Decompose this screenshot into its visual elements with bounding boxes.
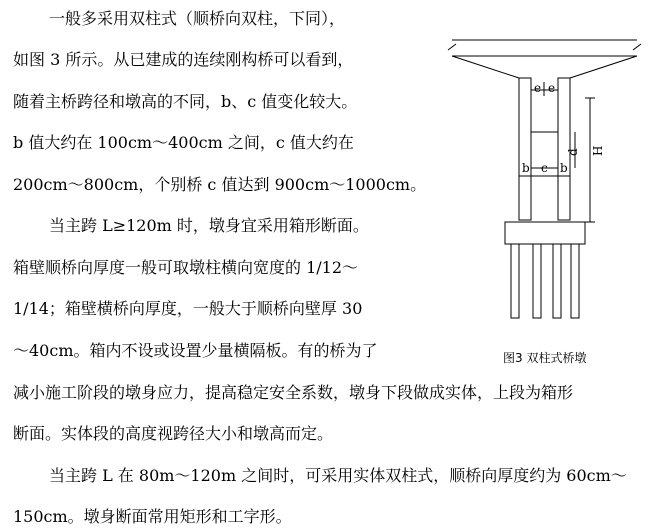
text-line: 一般多采用双柱式（顺桥向双柱，下同）， (49, 9, 346, 28)
break-marks (448, 44, 641, 50)
label-b-left: b (522, 161, 530, 175)
label-H: H (591, 145, 605, 156)
text-line: 箱壁顺桥向厚度一般可取墩柱横向宽度的 1/12～ (13, 258, 359, 277)
haunch (452, 56, 637, 78)
text-line: 如图 3 所示。从已建成的连续刚构桥可以看到， (13, 50, 354, 69)
pier-column-left (519, 78, 531, 220)
text-line: 200cm～800cm，个别桥 c 值达到 900cm～1000cm。 (13, 175, 427, 194)
text-line: 150cm。墩身断面常用矩形和工字形。 (13, 507, 292, 526)
text-line: b 值大约在 100cm～400cm 之间，c 值大约在 (13, 133, 354, 152)
pile (533, 244, 541, 318)
text-line: 减小施工阶段的墩身应力，提高稳定安全系数，墩身下段做成实体，上段为箱形 (13, 383, 574, 402)
label-e-right: e (548, 81, 556, 95)
pier-inner-faces (531, 78, 558, 220)
label-e-left: e (534, 81, 542, 95)
text-line: 1/14；箱壁横桥向厚度，一般大于顺桥向壁厚 30 (13, 299, 363, 318)
figure-caption: 图3 双柱式桥墩 (503, 351, 587, 365)
pile (511, 244, 519, 318)
label-b-right: b (560, 161, 568, 175)
text-line: 随着主桥跨径和墩高的不同，b、c 值变化较大。 (13, 92, 358, 111)
dim-H (585, 98, 595, 222)
text-line: 断面。实体段的高度视跨径大小和墩高而定。 (13, 424, 334, 443)
label-d: d (566, 148, 580, 156)
pile (553, 244, 561, 318)
text-line: 当主跨 L 在 80m～120m 之间时，可采用实体双柱式，顺桥向厚度约为 60cm～ (49, 466, 627, 485)
pile-cap (505, 222, 585, 244)
text-line: 当主跨 L≥120m 时，墩身宜采用箱形断面。 (49, 216, 369, 235)
label-c: c (541, 161, 548, 175)
text-line: ～40cm。箱内不设或设置少量横隔板。有的桥为了 (13, 341, 378, 360)
pile (571, 244, 579, 318)
